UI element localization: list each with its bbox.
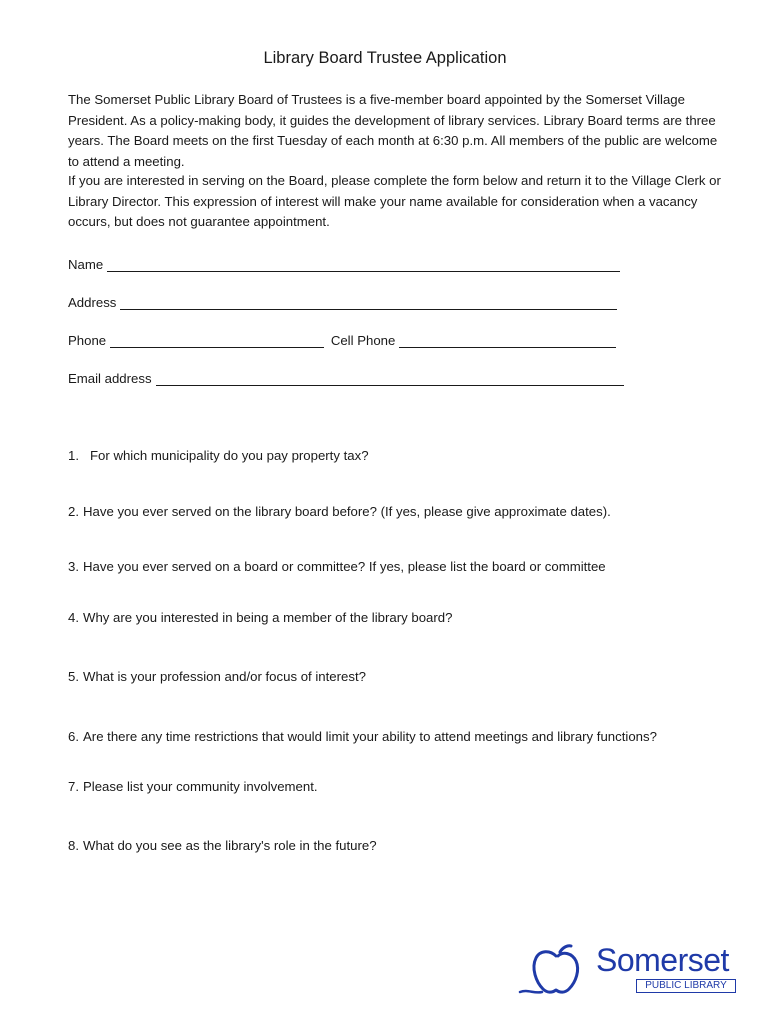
email-label: Email address bbox=[68, 371, 152, 386]
question-1 bbox=[68, 448, 369, 463]
question-text: Please list your community involvement. bbox=[83, 779, 318, 794]
intro-paragraph-1: The Somerset Public Library Board of Trustees is a five-member board appointed by the Somerset Village President. As a policy-making body, it guides the development of library services. Library Board terms are three years. The Board meets on the first Tuesday of each month at 6:30 p.m. All members of the public are welcome to attend a meeting. bbox=[68, 92, 718, 169]
question-text: Are there any time restrictions that would limit your ability to attend meetings and library functions? bbox=[83, 729, 657, 744]
email-field[interactable] bbox=[156, 371, 624, 386]
question-text: What is your profession and/or focus of interest? bbox=[83, 669, 366, 684]
phone-field-row bbox=[68, 333, 616, 351]
question-number: 5. bbox=[68, 669, 79, 684]
question-number: 1. bbox=[68, 448, 79, 463]
cell-phone-label: Cell Phone bbox=[330, 333, 396, 348]
question-number: 2. bbox=[68, 504, 79, 519]
question-number: 8. bbox=[68, 838, 79, 853]
address-label: Address bbox=[68, 295, 117, 310]
phone-field[interactable] bbox=[110, 333, 324, 348]
question-8 bbox=[68, 838, 377, 853]
apple-icon bbox=[516, 942, 598, 1004]
question-4 bbox=[68, 610, 452, 625]
question-number: 7. bbox=[68, 779, 79, 794]
question-7 bbox=[68, 779, 318, 794]
question-6 bbox=[68, 729, 657, 744]
question-number: 6. bbox=[68, 729, 79, 744]
cell-phone-field[interactable] bbox=[399, 333, 616, 348]
address-field[interactable] bbox=[120, 295, 617, 310]
question-text: Have you ever served on a board or committee? If yes, please list the board or committee bbox=[83, 559, 606, 574]
name-field[interactable] bbox=[107, 257, 620, 272]
intro-paragraph-2: If you are interested in serving on the Board, please complete the form below and return it to the Village Clerk or Library Director. This expression of interest will make your name available for consideration when a vacancy occurs, but does not guarantee appointment. bbox=[68, 173, 721, 229]
question-text: Have you ever served on the library board before? (If yes, please give approximate dates). bbox=[83, 504, 611, 519]
question-2 bbox=[68, 504, 611, 519]
question-number: 4. bbox=[68, 610, 79, 625]
email-field-row bbox=[68, 371, 624, 389]
logo-name: Somerset bbox=[596, 942, 729, 978]
question-text: Why are you interested in being a member of the library board? bbox=[83, 610, 453, 625]
page-title: Library Board Trustee Application bbox=[263, 49, 507, 67]
question-text: For which municipality do you pay property tax? bbox=[90, 448, 369, 463]
question-number: 3. bbox=[68, 559, 79, 574]
question-5 bbox=[68, 669, 366, 684]
logo-subtitle: PUBLIC LIBRARY bbox=[636, 979, 736, 993]
somerset-library-logo bbox=[516, 942, 740, 1004]
question-text: What do you see as the library's role in the future? bbox=[83, 838, 377, 853]
name-label: Name bbox=[68, 257, 104, 272]
question-3 bbox=[68, 559, 606, 574]
name-field-row bbox=[68, 257, 620, 275]
phone-label: Phone bbox=[68, 333, 107, 348]
address-field-row bbox=[68, 295, 617, 313]
